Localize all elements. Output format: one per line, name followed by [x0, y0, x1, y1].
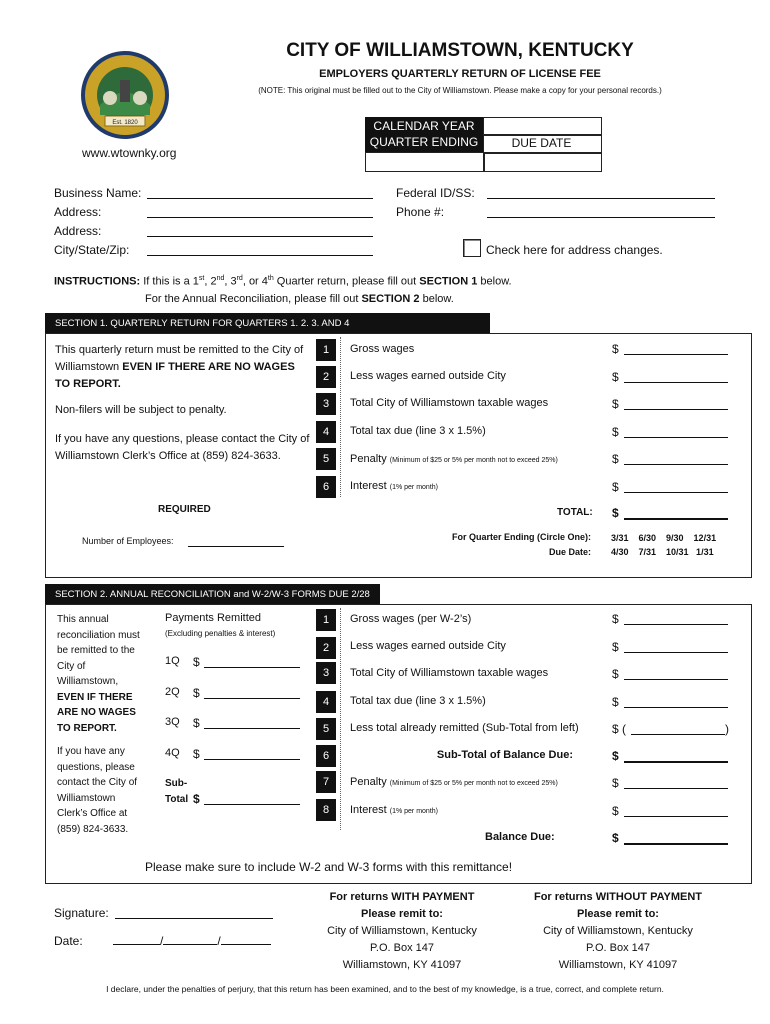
s1-dollar-6: $ — [612, 480, 619, 494]
section2-questions: If you have any questions, please contact the City of Williamstown Clerk’s Office at (859) 824-3633. — [57, 746, 138, 835]
due-date-label: DUE DATE — [511, 136, 572, 150]
w2-reminder: Please make sure to include W-2 and W-3 forms with this remittance! — [145, 860, 513, 874]
s1-line-label-2: Less wages earned outside City — [350, 370, 506, 382]
subtotal-label-2: Total — [165, 794, 189, 805]
instructions-line2: For the Annual Reconciliation, please fill out SECTION 2 below. — [145, 293, 454, 305]
employees-field[interactable] — [188, 534, 284, 547]
without-payment-title: For returns WITHOUT PAYMENT — [533, 891, 703, 903]
s2-line-number-6: 6 — [316, 745, 336, 767]
payments-remitted-title: Payments Remitted — [165, 612, 261, 624]
s2-line-number-8: 8 — [316, 799, 336, 821]
address1-label: Address: — [54, 205, 102, 219]
page-note: (NOTE: This original must be filled out to the City of Williamstown. Please make a copy for your personal records.) — [258, 86, 662, 95]
employees-label: Number of Employees: — [82, 536, 174, 546]
s2-amount-2[interactable] — [624, 640, 728, 653]
with-payment-addr1: City of Williamstown, Kentucky — [327, 925, 477, 937]
section1-info: This quarterly return must be remitted to the City of Williamstown EVEN IF THERE ARE NO WAGES TO REPORT. — [55, 344, 304, 390]
q4-label: 4Q — [165, 747, 180, 759]
city-field[interactable] — [147, 243, 373, 256]
address1-field[interactable] — [147, 205, 373, 218]
without-payment-addr1: City of Williamstown, Kentucky — [543, 925, 693, 937]
subtotal-dollar: $ — [193, 792, 200, 806]
s2-line-label-8: Interest (1% per month) — [350, 804, 438, 816]
s2-amount-7[interactable] — [624, 776, 728, 789]
s2-line-label-5: Less total already remitted (Sub-Total from left) — [350, 722, 579, 734]
s2-amount-3[interactable] — [624, 667, 728, 680]
phone-field[interactable] — [487, 205, 715, 218]
s2-line-number-2: 2 — [316, 637, 336, 659]
s2-dollar-6: $ — [612, 749, 619, 763]
s2-line-label-4: Total tax due (line 3 x 1.5%) — [350, 695, 486, 707]
with-payment-title: For returns WITH PAYMENT — [329, 891, 475, 903]
section2-info: This annual reconciliation must be remitted to the City of Williamstown, EVEN IF THERE ARE NO WAGES TO REPORT. — [57, 614, 140, 734]
signature-label: Signature: — [54, 906, 109, 920]
page-title: CITY OF WILLIAMSTOWN, KENTUCKY — [286, 40, 634, 61]
s1-amount-5[interactable] — [624, 452, 728, 465]
date-label: Date: — [54, 934, 83, 948]
section1-questions: If you have any questions, please contact the City of Williamstown Clerk’s Office at (859) 824-3633. — [55, 433, 310, 462]
s1-dollar-1: $ — [612, 342, 619, 356]
perjury-declaration: I declare, under the penalties of perjury, that this return has been examined, and to the best of my knowledge, is a true, correct, and complete return. — [106, 984, 664, 994]
quarter-dates[interactable]: 3/31 6/30 9/30 12/31 — [611, 533, 717, 543]
total-amount[interactable] — [624, 506, 728, 520]
with-payment-remit: Please remit to: — [361, 908, 443, 920]
q4-amount[interactable] — [204, 747, 300, 760]
s1-line-number-6: 6 — [316, 476, 336, 498]
due-date-field[interactable] — [483, 152, 602, 172]
without-payment-addr3: Williamstown, KY 41097 — [558, 959, 678, 971]
quarter-ending-label: QUARTER ENDING — [369, 135, 479, 149]
subtotal-amount[interactable] — [204, 792, 300, 805]
s1-line-label-1: Gross wages — [350, 343, 415, 355]
calendar-year-label: CALENDAR YEAR — [373, 119, 475, 133]
without-payment-addr2: P.O. Box 147 — [585, 942, 650, 954]
q2-label: 2Q — [165, 686, 180, 698]
federal-id-field[interactable] — [487, 186, 715, 199]
s2-line-label-2: Less wages earned outside City — [350, 640, 506, 652]
s1-dollar-2: $ — [612, 370, 619, 384]
q3-dollar: $ — [193, 716, 200, 730]
s2-amount-6[interactable] — [624, 749, 728, 763]
q2-amount[interactable] — [204, 686, 300, 699]
s1-amount-3[interactable] — [624, 397, 728, 410]
signature-field[interactable] — [115, 906, 273, 919]
s2-line-number-7: 7 — [316, 771, 336, 793]
q2-dollar: $ — [193, 686, 200, 700]
q1-dollar: $ — [193, 655, 200, 669]
s2-dollar-1: $ — [612, 612, 619, 626]
address-change-label: Check here for address changes. — [486, 243, 663, 257]
due-date-row-label: Due Date: — [548, 547, 591, 557]
q3-amount[interactable] — [204, 716, 300, 729]
s2-dollar-3: $ — [612, 667, 619, 681]
svg-text:Est. 1820: Est. 1820 — [112, 120, 138, 126]
s2-line-number-1: 1 — [316, 609, 336, 631]
section1-nonfilers: Non-filers will be subject to penalty. — [55, 404, 227, 416]
s2-amount-8[interactable] — [624, 804, 728, 817]
balance-due-dollar: $ — [612, 831, 619, 845]
address2-field[interactable] — [147, 224, 373, 237]
section1-header: SECTION 1. QUARTERLY RETURN FOR QUARTERS 1. 2. 3. AND 4 — [45, 313, 490, 333]
payments-remitted-sub: (Excluding penalties & interest) — [165, 629, 276, 638]
s1-line-label-3: Total City of Williamstown taxable wages — [350, 397, 549, 409]
s1-amount-4[interactable] — [624, 425, 728, 438]
without-payment-remit: Please remit to: — [577, 908, 659, 920]
subtotal-label-1: Sub- — [165, 778, 188, 789]
with-payment-addr3: Williamstown, KY 41097 — [342, 959, 462, 971]
q1-label: 1Q — [165, 655, 180, 667]
s1-dollar-4: $ — [612, 425, 619, 439]
phone-label: Phone #: — [396, 205, 445, 219]
s1-dollar-5: $ — [612, 452, 619, 466]
s2-amount-1[interactable] — [624, 612, 728, 625]
q3-label: 3Q — [165, 716, 180, 728]
website: www.wtownky.org — [82, 146, 177, 160]
q1-amount[interactable] — [204, 655, 300, 668]
city-label: City/State/Zip: — [54, 243, 130, 257]
s2-line-number-5: 5 — [316, 718, 336, 740]
s1-amount-1[interactable] — [624, 342, 728, 355]
balance-due-label: Balance Due: — [485, 831, 555, 843]
s1-line-number-2: 2 — [316, 366, 336, 388]
s2-amount-5[interactable] — [631, 722, 725, 735]
section2-header: SECTION 2. ANNUAL RECONCILIATION and W-2/W-3 FORMS DUE 2/28 — [45, 584, 380, 604]
s2-line-label-7: Penalty (Minimum of $25 or 5% per month not to exceed 25%) — [350, 776, 558, 788]
page-subtitle: EMPLOYERS QUARTERLY RETURN OF LICENSE FEE — [319, 68, 601, 80]
city-seal-logo — [80, 50, 170, 140]
business-name-label: Business Name: — [54, 186, 142, 200]
s2-paren-close: ) — [725, 722, 729, 736]
s1-amount-2[interactable] — [624, 370, 728, 383]
s2-line-label-1: Gross wages (per W-2’s) — [350, 613, 472, 625]
s2-dollar-4: $ — [612, 695, 619, 709]
s1-line-number-5: 5 — [316, 448, 336, 470]
federal-id-label: Federal ID/SS: — [396, 186, 475, 200]
total-label: TOTAL: — [557, 507, 593, 518]
total-dollar: $ — [612, 506, 619, 520]
s1-amount-6[interactable] — [624, 480, 728, 493]
s1-dollar-3: $ — [612, 397, 619, 411]
address-change-checkbox[interactable] — [463, 239, 481, 257]
s1-line-number-4: 4 — [316, 421, 336, 443]
s1-line-label-5: Penalty (Minimum of $25 or 5% per month not to exceed 25%) — [350, 453, 558, 465]
required-label: REQUIRED — [158, 504, 211, 515]
s2-amount-4[interactable] — [624, 695, 728, 708]
balance-due-amount[interactable] — [624, 831, 728, 845]
s2-line-number-3: 3 — [316, 662, 336, 684]
calendar-year-field[interactable] — [365, 152, 485, 172]
s2-dollar-8: $ — [612, 804, 619, 818]
s2-dollar-2: $ — [612, 640, 619, 654]
s2-dollar-5: $ ( — [612, 722, 627, 736]
s2-line-number-4: 4 — [316, 691, 336, 713]
due-dates[interactable]: 4/30 7/31 10/31 1/31 — [611, 547, 714, 557]
with-payment-addr2: P.O. Box 147 — [369, 942, 434, 954]
s2-dollar-7: $ — [612, 776, 619, 790]
s1-line-label-6: Interest (1% per month) — [350, 480, 438, 492]
calendar-box — [365, 117, 601, 171]
quarter-ending-circle-label: For Quarter Ending (Circle One): — [451, 532, 591, 542]
business-name-field[interactable] — [147, 186, 373, 199]
s1-line-label-4: Total tax due (line 3 x 1.5%) — [350, 425, 486, 437]
address2-label: Address: — [54, 224, 102, 238]
instructions-line1: INSTRUCTIONS: If this is a 1st, 2nd, 3rd, or 4th Quarter return, please fill out SECTION 1 below. — [54, 275, 512, 288]
s2-line-label-6: Sub-Total of Balance Due: — [436, 749, 573, 761]
s1-line-number-1: 1 — [316, 339, 336, 361]
s1-line-number-3: 3 — [316, 393, 336, 415]
date-field[interactable]: / / — [113, 932, 278, 948]
s2-line-label-3: Total City of Williamstown taxable wages — [350, 667, 549, 679]
q4-dollar: $ — [193, 747, 200, 761]
